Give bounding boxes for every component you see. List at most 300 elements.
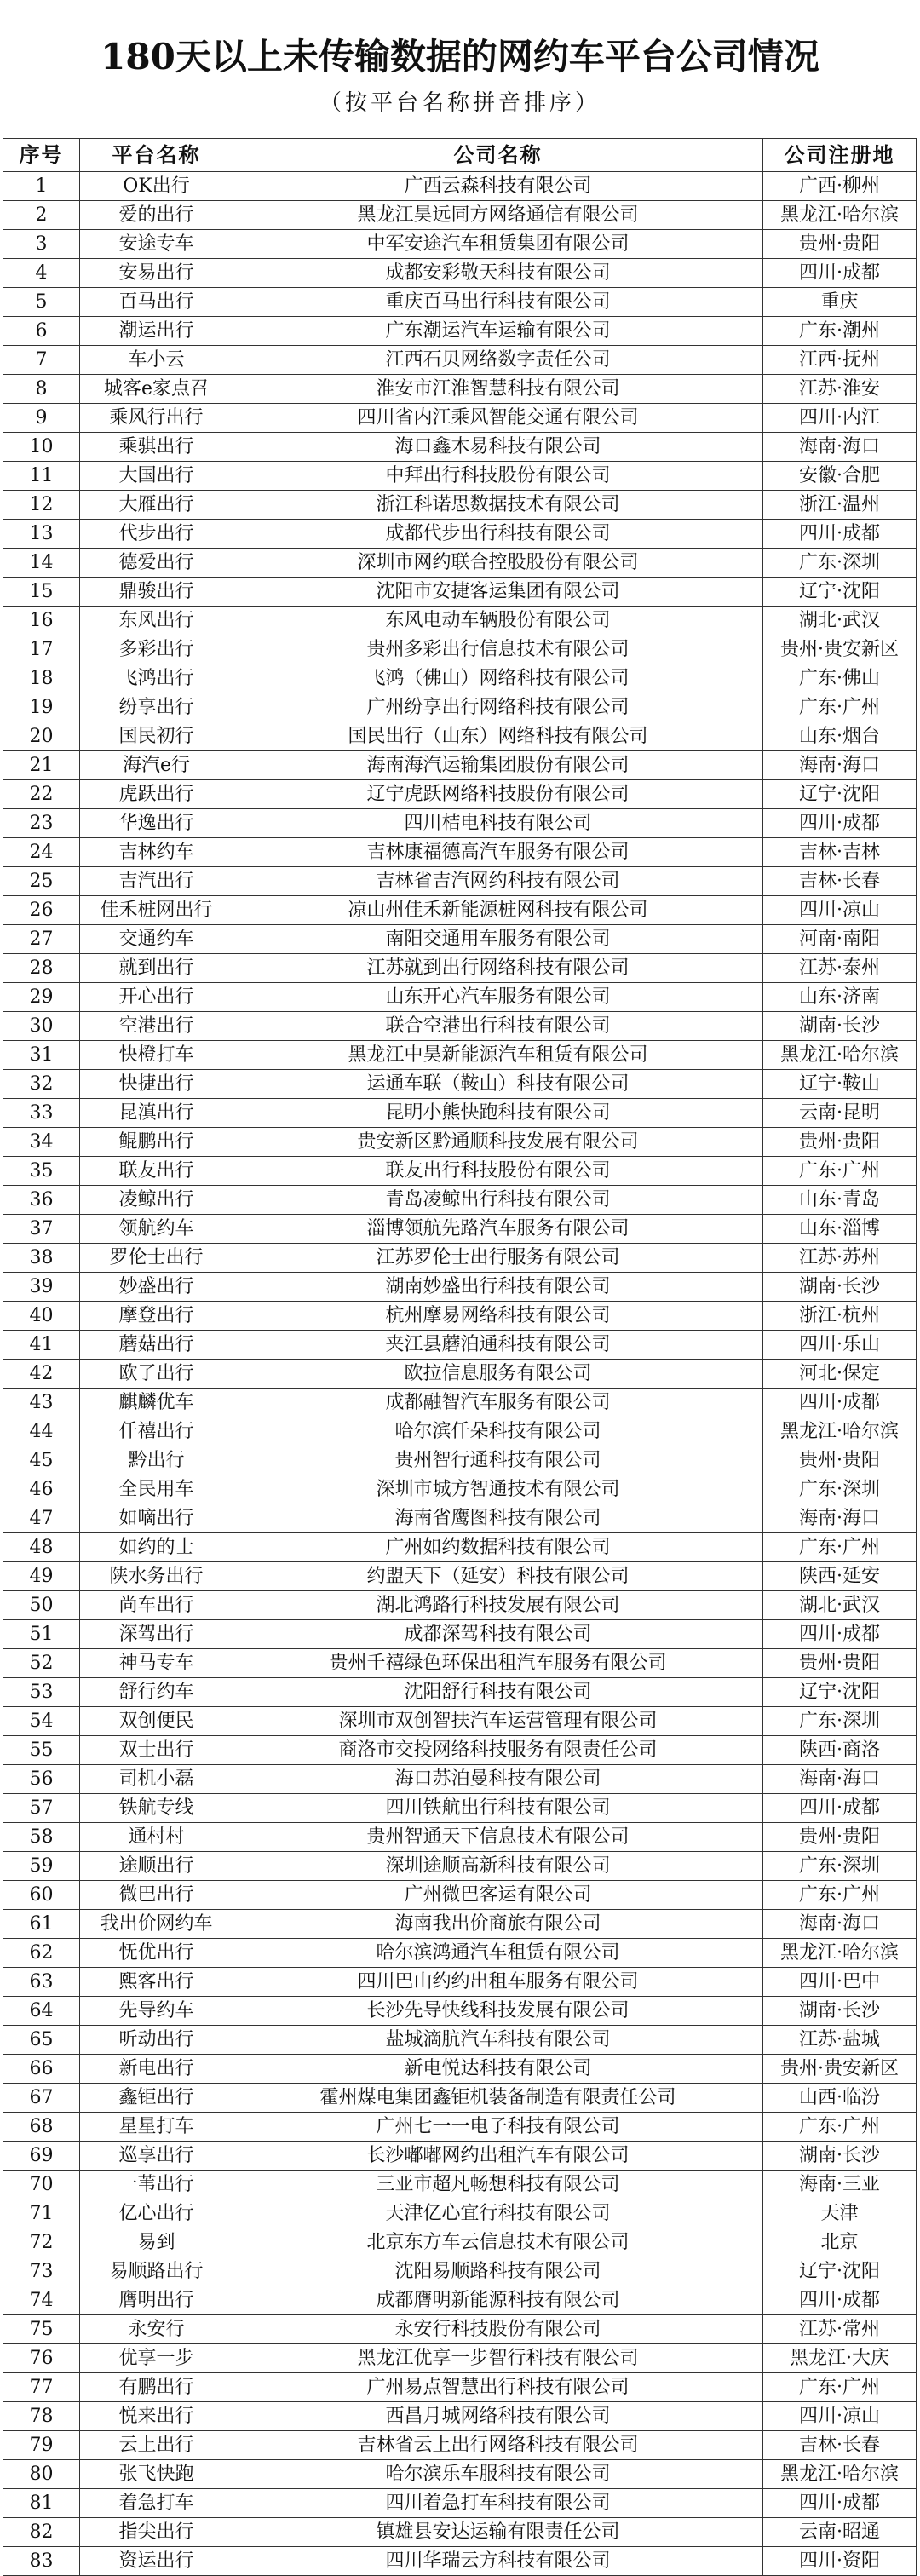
cell-index: 65 xyxy=(3,2026,80,2055)
cell-registration-place: 海南·海口 xyxy=(763,433,917,462)
cell-index: 68 xyxy=(3,2113,80,2142)
table-row xyxy=(3,780,917,809)
table-row xyxy=(3,1012,917,1041)
cell-company-name: 湖北鸿路行科技发展有限公司 xyxy=(233,1591,763,1620)
cell-company-name: 四川华瑞云方科技有限公司 xyxy=(233,2547,763,2576)
cell-index: 73 xyxy=(3,2257,80,2286)
cell-registration-place: 广东·潮州 xyxy=(763,317,917,346)
cell-registration-place: 山西·临汾 xyxy=(763,2084,917,2113)
cell-platform-name: 双创便民 xyxy=(80,1707,233,1736)
table-row xyxy=(3,1099,917,1128)
cell-registration-place: 贵州·贵阳 xyxy=(763,1446,917,1475)
cell-index: 48 xyxy=(3,1533,80,1562)
cell-company-name: 淄博领航先路汽车服务有限公司 xyxy=(233,1215,763,1244)
cell-registration-place: 贵州·贵安新区 xyxy=(763,2055,917,2084)
table-row xyxy=(3,2055,917,2084)
table-row xyxy=(3,2431,917,2460)
cell-platform-name: 华逸出行 xyxy=(80,809,233,838)
cell-index: 22 xyxy=(3,780,80,809)
cell-company-name: 江苏罗伦士出行服务有限公司 xyxy=(233,1244,763,1273)
cell-index: 7 xyxy=(3,346,80,375)
cell-company-name: 霍州煤电集团鑫钜机装备制造有限责任公司 xyxy=(233,2084,763,2113)
table-row xyxy=(3,549,917,578)
cell-company-name: 哈尔滨仟朵科技有限公司 xyxy=(233,1417,763,1446)
cell-company-name: 深圳市城方智通技术有限公司 xyxy=(233,1475,763,1504)
table-row xyxy=(3,867,917,896)
cell-registration-place: 海南·三亚 xyxy=(763,2171,917,2199)
cell-company-name: 成都膺明新能源科技有限公司 xyxy=(233,2286,763,2315)
cell-company-name: 三亚市超凡畅想科技有限公司 xyxy=(233,2171,763,2199)
cell-platform-name: 联友出行 xyxy=(80,1157,233,1186)
cell-company-name: 南阳交通用车服务有限公司 xyxy=(233,925,763,954)
cell-company-name: 海南海汽运输集团股份有限公司 xyxy=(233,751,763,780)
cell-platform-name: 麒麟优车 xyxy=(80,1389,233,1417)
cell-platform-name: 通村村 xyxy=(80,1823,233,1852)
cell-platform-name: 鲲鹏出行 xyxy=(80,1128,233,1157)
cell-registration-place: 湖南·长沙 xyxy=(763,1012,917,1041)
cell-company-name: 永安行科技股份有限公司 xyxy=(233,2315,763,2344)
cell-company-name: 贵州千禧绿色环保出租汽车服务有限公司 xyxy=(233,1649,763,1678)
cell-registration-place: 湖北·武汉 xyxy=(763,607,917,635)
cell-company-name: 飞鸿（佛山）网络科技有限公司 xyxy=(233,664,763,693)
cell-company-name: 广州纷享出行网络科技有限公司 xyxy=(233,693,763,722)
cell-registration-place: 广东·广州 xyxy=(763,2373,917,2402)
cell-index: 74 xyxy=(3,2286,80,2315)
cell-index: 32 xyxy=(3,1070,80,1099)
cell-index: 26 xyxy=(3,896,80,925)
cell-registration-place: 广东·深圳 xyxy=(763,1475,917,1504)
table-row xyxy=(3,1128,917,1157)
table-header-row xyxy=(3,139,917,172)
cell-index: 58 xyxy=(3,1823,80,1852)
cell-registration-place: 湖南·长沙 xyxy=(763,2142,917,2171)
cell-index: 8 xyxy=(3,375,80,404)
cell-registration-place: 四川·凉山 xyxy=(763,896,917,925)
cell-platform-name: 海汽e行 xyxy=(80,751,233,780)
cell-platform-name: 潮运出行 xyxy=(80,317,233,346)
table-row xyxy=(3,1533,917,1562)
table-row xyxy=(3,1910,917,1939)
cell-platform-name: 仟禧出行 xyxy=(80,1417,233,1446)
cell-registration-place: 四川·内江 xyxy=(763,404,917,433)
cell-index: 52 xyxy=(3,1649,80,1678)
header-index: 序号 xyxy=(3,139,80,172)
table-row xyxy=(3,1794,917,1823)
cell-registration-place: 天津 xyxy=(763,2199,917,2228)
cell-platform-name: 指尖出行 xyxy=(80,2518,233,2547)
table-row xyxy=(3,2547,917,2576)
cell-registration-place: 黑龙江·哈尔滨 xyxy=(763,201,917,230)
table-row xyxy=(3,1186,917,1215)
cell-registration-place: 吉林·长春 xyxy=(763,2431,917,2460)
cell-company-name: 成都融智汽车服务有限公司 xyxy=(233,1389,763,1417)
table-row xyxy=(3,2228,917,2257)
cell-platform-name: 尚车出行 xyxy=(80,1591,233,1620)
cell-registration-place: 山东·青岛 xyxy=(763,1186,917,1215)
cell-platform-name: 飞鸿出行 xyxy=(80,664,233,693)
table-row xyxy=(3,317,917,346)
cell-company-name: 中拜出行科技股份有限公司 xyxy=(233,462,763,491)
cell-index: 14 xyxy=(3,549,80,578)
cell-index: 54 xyxy=(3,1707,80,1736)
cell-index: 35 xyxy=(3,1157,80,1186)
cell-registration-place: 四川·凉山 xyxy=(763,2402,917,2431)
table-row xyxy=(3,2315,917,2344)
cell-registration-place: 贵州·贵阳 xyxy=(763,1649,917,1678)
cell-index: 51 xyxy=(3,1620,80,1649)
cell-company-name: 吉林康福德高汽车服务有限公司 xyxy=(233,838,763,867)
cell-index: 18 xyxy=(3,664,80,693)
cell-platform-name: 如嘀出行 xyxy=(80,1504,233,1533)
cell-registration-place: 吉林·吉林 xyxy=(763,838,917,867)
cell-registration-place: 广东·广州 xyxy=(763,1881,917,1910)
cell-registration-place: 山东·烟台 xyxy=(763,722,917,751)
table-row xyxy=(3,1736,917,1765)
cell-company-name: 商洛市交投网络科技服务有限责任公司 xyxy=(233,1736,763,1765)
cell-platform-name: 乘骐出行 xyxy=(80,433,233,462)
table-row xyxy=(3,896,917,925)
cell-company-name: 海南省鹰图科技有限公司 xyxy=(233,1504,763,1533)
cell-platform-name: 罗伦士出行 xyxy=(80,1244,233,1273)
cell-company-name: 北京东方车云信息技术有限公司 xyxy=(233,2228,763,2257)
cell-company-name: 欧拉信息服务有限公司 xyxy=(233,1360,763,1389)
cell-company-name: 广州七一一电子科技有限公司 xyxy=(233,2113,763,2142)
cell-company-name: 广州微巴客运有限公司 xyxy=(233,1881,763,1910)
cell-company-name: 国民出行（山东）网络科技有限公司 xyxy=(233,722,763,751)
table-row xyxy=(3,1852,917,1881)
table-row xyxy=(3,1389,917,1417)
cell-company-name: 成都代步出行科技有限公司 xyxy=(233,520,763,549)
cell-registration-place: 海南·海口 xyxy=(763,1765,917,1794)
cell-index: 24 xyxy=(3,838,80,867)
cell-registration-place: 四川·成都 xyxy=(763,1794,917,1823)
cell-index: 77 xyxy=(3,2373,80,2402)
cell-platform-name: 鑫钜出行 xyxy=(80,2084,233,2113)
cell-company-name: 联合空港出行科技有限公司 xyxy=(233,1012,763,1041)
header-company-name: 公司名称 xyxy=(233,139,763,172)
table-row xyxy=(3,2402,917,2431)
cell-company-name: 广州如约数据科技有限公司 xyxy=(233,1533,763,1562)
cell-platform-name: 妙盛出行 xyxy=(80,1273,233,1302)
table-row xyxy=(3,462,917,491)
cell-company-name: 哈尔滨乐车服科技有限公司 xyxy=(233,2460,763,2489)
cell-platform-name: 佳禾桩网出行 xyxy=(80,896,233,925)
table-row xyxy=(3,201,917,230)
cell-registration-place: 黑龙江·哈尔滨 xyxy=(763,2460,917,2489)
cell-index: 9 xyxy=(3,404,80,433)
cell-index: 44 xyxy=(3,1417,80,1446)
table-row xyxy=(3,1215,917,1244)
cell-index: 43 xyxy=(3,1389,80,1417)
cell-index: 62 xyxy=(3,1939,80,1968)
cell-index: 78 xyxy=(3,2402,80,2431)
cell-registration-place: 湖南·长沙 xyxy=(763,1273,917,1302)
cell-registration-place: 黑龙江·哈尔滨 xyxy=(763,1939,917,1968)
cell-company-name: 江苏就到出行网络科技有限公司 xyxy=(233,954,763,983)
cell-company-name: 江西石贝网络数字责任公司 xyxy=(233,346,763,375)
cell-registration-place: 广东·广州 xyxy=(763,2113,917,2142)
cell-company-name: 黑龙江昊远同方网络通信有限公司 xyxy=(233,201,763,230)
cell-index: 38 xyxy=(3,1244,80,1273)
cell-index: 75 xyxy=(3,2315,80,2344)
cell-company-name: 海口苏泊曼科技有限公司 xyxy=(233,1765,763,1794)
cell-platform-name: 鼎骏出行 xyxy=(80,578,233,607)
cell-platform-name: 百马出行 xyxy=(80,288,233,317)
cell-registration-place: 江苏·泰州 xyxy=(763,954,917,983)
table-row xyxy=(3,1823,917,1852)
cell-registration-place: 广东·深圳 xyxy=(763,1707,917,1736)
table-row xyxy=(3,1244,917,1273)
header-platform-name: 平台名称 xyxy=(80,139,233,172)
table-row xyxy=(3,1881,917,1910)
cell-platform-name: 纷享出行 xyxy=(80,693,233,722)
cell-platform-name: 悦来出行 xyxy=(80,2402,233,2431)
table-row xyxy=(3,2171,917,2199)
header-registration-place: 公司注册地 xyxy=(763,139,917,172)
cell-platform-name: OK出行 xyxy=(80,172,233,201)
table-row xyxy=(3,722,917,751)
cell-index: 25 xyxy=(3,867,80,896)
cell-platform-name: 舒行约车 xyxy=(80,1678,233,1707)
table-row xyxy=(3,520,917,549)
cell-registration-place: 安徽·合肥 xyxy=(763,462,917,491)
table-body xyxy=(3,172,917,2576)
cell-platform-name: 城客e家点召 xyxy=(80,375,233,404)
cell-index: 49 xyxy=(3,1562,80,1591)
cell-index: 30 xyxy=(3,1012,80,1041)
cell-registration-place: 四川·成都 xyxy=(763,1389,917,1417)
cell-registration-place: 广东·深圳 xyxy=(763,1852,917,1881)
cell-registration-place: 黑龙江·大庆 xyxy=(763,2344,917,2373)
table-row xyxy=(3,2113,917,2142)
cell-registration-place: 海南·海口 xyxy=(763,1504,917,1533)
cell-company-name: 西昌月城网络科技有限公司 xyxy=(233,2402,763,2431)
table-row xyxy=(3,838,917,867)
cell-index: 29 xyxy=(3,983,80,1012)
cell-index: 15 xyxy=(3,578,80,607)
cell-index: 79 xyxy=(3,2431,80,2460)
cell-registration-place: 广东·深圳 xyxy=(763,549,917,578)
cell-registration-place: 江西·抚州 xyxy=(763,346,917,375)
table-row xyxy=(3,2142,917,2171)
cell-platform-name: 就到出行 xyxy=(80,954,233,983)
table-row xyxy=(3,809,917,838)
cell-company-name: 黑龙江中昊新能源汽车租赁有限公司 xyxy=(233,1041,763,1070)
table-row xyxy=(3,1649,917,1678)
cell-company-name: 镇雄县安达运输有限责任公司 xyxy=(233,2518,763,2547)
cell-platform-name: 深驾出行 xyxy=(80,1620,233,1649)
cell-index: 56 xyxy=(3,1765,80,1794)
table-row xyxy=(3,1620,917,1649)
cell-registration-place: 黑龙江·哈尔滨 xyxy=(763,1417,917,1446)
cell-index: 5 xyxy=(3,288,80,317)
cell-index: 47 xyxy=(3,1504,80,1533)
cell-index: 23 xyxy=(3,809,80,838)
cell-company-name: 辽宁虎跃网络科技股份有限公司 xyxy=(233,780,763,809)
cell-platform-name: 新电出行 xyxy=(80,2055,233,2084)
cell-registration-place: 贵州·贵阳 xyxy=(763,1823,917,1852)
cell-index: 64 xyxy=(3,1997,80,2026)
cell-index: 16 xyxy=(3,607,80,635)
cell-registration-place: 广东·广州 xyxy=(763,1533,917,1562)
table-row xyxy=(3,983,917,1012)
cell-company-name: 长沙嘟嘟网约出租汽车有限公司 xyxy=(233,2142,763,2171)
cell-platform-name: 欧了出行 xyxy=(80,1360,233,1389)
cell-platform-name: 东风出行 xyxy=(80,607,233,635)
cell-company-name: 沈阳舒行科技有限公司 xyxy=(233,1678,763,1707)
table-row xyxy=(3,1446,917,1475)
cell-index: 57 xyxy=(3,1794,80,1823)
table-row xyxy=(3,433,917,462)
cell-registration-place: 山东·济南 xyxy=(763,983,917,1012)
cell-registration-place: 广西·柳州 xyxy=(763,172,917,201)
page-title: 180天以上未传输数据的网约车平台公司情况 xyxy=(101,36,819,78)
cell-index: 67 xyxy=(3,2084,80,2113)
cell-platform-name: 吉林约车 xyxy=(80,838,233,867)
table-row xyxy=(3,1360,917,1389)
cell-registration-place: 辽宁·沈阳 xyxy=(763,578,917,607)
cell-registration-place: 四川·成都 xyxy=(763,2286,917,2315)
table-row xyxy=(3,1070,917,1099)
table-row xyxy=(3,2344,917,2373)
table-row xyxy=(3,346,917,375)
cell-platform-name: 双士出行 xyxy=(80,1736,233,1765)
table-row xyxy=(3,2026,917,2055)
cell-platform-name: 快橙打车 xyxy=(80,1041,233,1070)
cell-registration-place: 四川·乐山 xyxy=(763,1331,917,1360)
cell-platform-name: 摩登出行 xyxy=(80,1302,233,1331)
cell-index: 76 xyxy=(3,2344,80,2373)
cell-index: 71 xyxy=(3,2199,80,2228)
table-row xyxy=(3,288,917,317)
cell-platform-name: 神马专车 xyxy=(80,1649,233,1678)
table-row xyxy=(3,751,917,780)
cell-platform-name: 微巴出行 xyxy=(80,1881,233,1910)
cell-registration-place: 云南·昆明 xyxy=(763,1099,917,1128)
cell-registration-place: 贵州·贵阳 xyxy=(763,230,917,259)
cell-company-name: 广州易点智慧出行科技有限公司 xyxy=(233,2373,763,2402)
page-subtitle: （按平台名称拼音排序） xyxy=(319,90,601,116)
cell-platform-name: 一苇出行 xyxy=(80,2171,233,2199)
cell-index: 6 xyxy=(3,317,80,346)
cell-company-name: 盐城滴肮汽车科技有限公司 xyxy=(233,2026,763,2055)
cell-platform-name: 多彩出行 xyxy=(80,635,233,664)
cell-company-name: 贵州智行通科技有限公司 xyxy=(233,1446,763,1475)
cell-index: 19 xyxy=(3,693,80,722)
cell-index: 37 xyxy=(3,1215,80,1244)
cell-company-name: 联友出行科技股份有限公司 xyxy=(233,1157,763,1186)
cell-company-name: 中军安途汽车租赁集团有限公司 xyxy=(233,230,763,259)
cell-registration-place: 山东·淄博 xyxy=(763,1215,917,1244)
cell-platform-name: 安易出行 xyxy=(80,259,233,288)
table-row xyxy=(3,1504,917,1533)
cell-index: 4 xyxy=(3,259,80,288)
cell-company-name: 昆明小熊快跑科技有限公司 xyxy=(233,1099,763,1128)
cell-index: 2 xyxy=(3,201,80,230)
cell-platform-name: 如约的士 xyxy=(80,1533,233,1562)
cell-company-name: 运通车联（鞍山）科技有限公司 xyxy=(233,1070,763,1099)
cell-index: 41 xyxy=(3,1331,80,1360)
cell-index: 80 xyxy=(3,2460,80,2489)
cell-index: 46 xyxy=(3,1475,80,1504)
cell-company-name: 新电悦达科技有限公司 xyxy=(233,2055,763,2084)
cell-index: 42 xyxy=(3,1360,80,1389)
cell-platform-name: 易顺路出行 xyxy=(80,2257,233,2286)
cell-company-name: 天津亿心宜行科技有限公司 xyxy=(233,2199,763,2228)
cell-company-name: 贵州多彩出行信息技术有限公司 xyxy=(233,635,763,664)
cell-registration-place: 浙江·温州 xyxy=(763,491,917,520)
cell-registration-place: 贵州·贵阳 xyxy=(763,1128,917,1157)
cell-company-name: 海口鑫木易科技有限公司 xyxy=(233,433,763,462)
cell-registration-place: 广东·佛山 xyxy=(763,664,917,693)
cell-index: 40 xyxy=(3,1302,80,1331)
cell-index: 11 xyxy=(3,462,80,491)
cell-index: 61 xyxy=(3,1910,80,1939)
cell-index: 13 xyxy=(3,520,80,549)
cell-company-name: 四川省内江乘风智能交通有限公司 xyxy=(233,404,763,433)
cell-registration-place: 江苏·苏州 xyxy=(763,1244,917,1273)
cell-index: 45 xyxy=(3,1446,80,1475)
table-row xyxy=(3,2489,917,2518)
cell-platform-name: 大雁出行 xyxy=(80,491,233,520)
cell-company-name: 成都深驾科技有限公司 xyxy=(233,1620,763,1649)
table-row xyxy=(3,230,917,259)
cell-index: 70 xyxy=(3,2171,80,2199)
cell-index: 12 xyxy=(3,491,80,520)
table-row xyxy=(3,635,917,664)
table-row xyxy=(3,578,917,607)
cell-platform-name: 交通约车 xyxy=(80,925,233,954)
cell-index: 39 xyxy=(3,1273,80,1302)
cell-platform-name: 全民用车 xyxy=(80,1475,233,1504)
cell-company-name: 贵州智通天下信息技术有限公司 xyxy=(233,1823,763,1852)
cell-registration-place: 贵州·贵安新区 xyxy=(763,635,917,664)
cell-registration-place: 云南·昭通 xyxy=(763,2518,917,2547)
cell-index: 31 xyxy=(3,1041,80,1070)
cell-company-name: 四川铁航出行科技有限公司 xyxy=(233,1794,763,1823)
table-row xyxy=(3,1678,917,1707)
cell-company-name: 成都安彩敬天科技有限公司 xyxy=(233,259,763,288)
cell-company-name: 沈阳市安捷客运集团有限公司 xyxy=(233,578,763,607)
cell-registration-place: 四川·成都 xyxy=(763,809,917,838)
cell-platform-name: 巡享出行 xyxy=(80,2142,233,2171)
table-row xyxy=(3,925,917,954)
cell-registration-place: 海南·海口 xyxy=(763,751,917,780)
cell-company-name: 广西云森科技有限公司 xyxy=(233,172,763,201)
table-row xyxy=(3,664,917,693)
cell-company-name: 重庆百马出行科技有限公司 xyxy=(233,288,763,317)
cell-company-name: 凉山州佳禾新能源桩网科技有限公司 xyxy=(233,896,763,925)
cell-registration-place: 北京 xyxy=(763,2228,917,2257)
cell-company-name: 贵安新区黔通顺科技发展有限公司 xyxy=(233,1128,763,1157)
cell-company-name: 广东潮运汽车运输有限公司 xyxy=(233,317,763,346)
cell-platform-name: 爱的出行 xyxy=(80,201,233,230)
cell-platform-name: 吉汽出行 xyxy=(80,867,233,896)
table-row xyxy=(3,1968,917,1997)
cell-company-name: 深圳市双创智扶汽车运营管理有限公司 xyxy=(233,1707,763,1736)
cell-index: 53 xyxy=(3,1678,80,1707)
cell-platform-name: 黔出行 xyxy=(80,1446,233,1475)
cell-company-name: 湖南妙盛出行科技有限公司 xyxy=(233,1273,763,1302)
table-row xyxy=(3,1591,917,1620)
cell-company-name: 黑龙江优享一步智行科技有限公司 xyxy=(233,2344,763,2373)
cell-platform-name: 我出价网约车 xyxy=(80,1910,233,1939)
table-row xyxy=(3,404,917,433)
cell-platform-name: 易到 xyxy=(80,2228,233,2257)
cell-index: 63 xyxy=(3,1968,80,1997)
cell-registration-place: 辽宁·沈阳 xyxy=(763,1678,917,1707)
table-row xyxy=(3,607,917,635)
